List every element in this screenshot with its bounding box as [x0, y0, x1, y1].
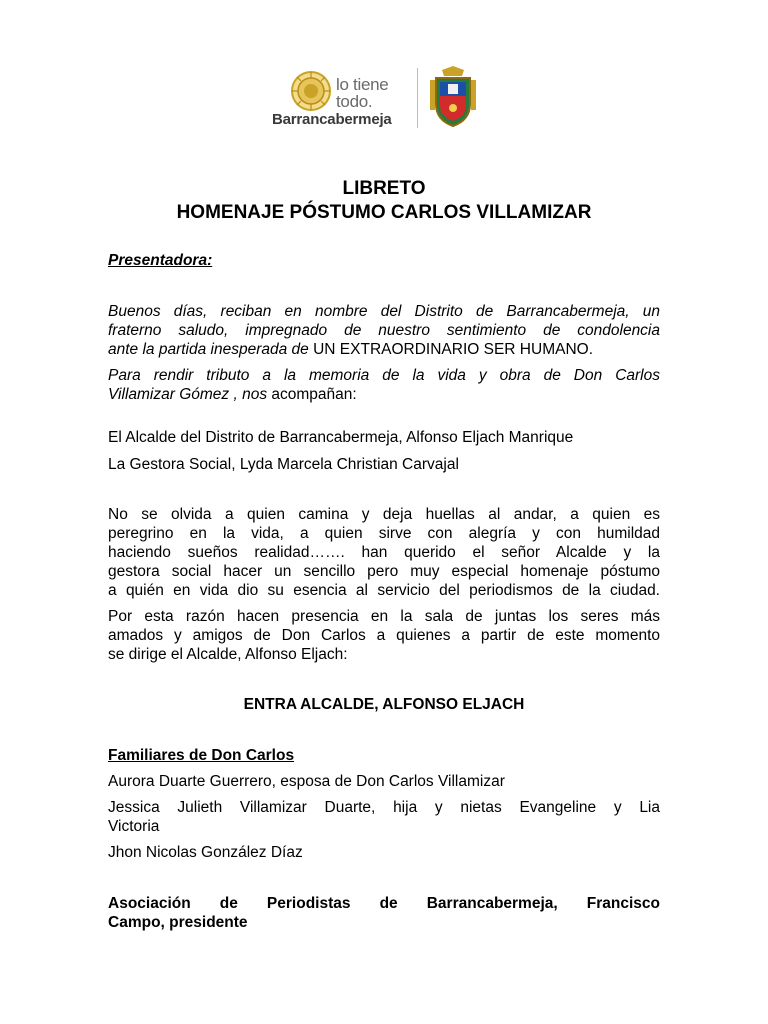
paragraph-line: gestora social hacer un sencillo pero muy especial homenaje póstumo	[108, 563, 660, 580]
family-member: Jhon Nicolas González Díaz	[108, 844, 303, 861]
brand-slogan-line2: todo.	[336, 92, 373, 111]
header-logos	[272, 66, 486, 132]
paragraph-line: Por esta razón hacen presencia en la sala de juntas los seres más	[108, 608, 660, 625]
logo-divider	[417, 68, 418, 128]
guest-alcalde: El Alcalde del Distrito de Barrancabermeja, Alfonso Eljach Manrique	[108, 429, 574, 446]
paragraph-line: a quién en vida dio su esencia al servicio del periodismos de la ciudad.	[108, 582, 660, 599]
presenter-label: Presentadora:	[108, 252, 213, 269]
paragraph-line: se dirige el Alcalde, Alfonso Eljach:	[108, 646, 348, 663]
intro-line: Para rendir tributo a la memoria de la vida y obra de Don Carlos	[108, 367, 660, 384]
association-line: Asociación de Periodistas de Barrancabermeja, Francisco	[108, 895, 660, 912]
intro-text: Villamizar Gómez , nos	[108, 386, 272, 403]
intro-line	[108, 341, 593, 360]
intro-line: Buenos días, reciban en nombre del Distrito de Barrancabermeja, un	[108, 303, 660, 320]
intro-emphasis: UN EXTRAORDINARIO SER HUMANO.	[313, 341, 593, 358]
family-member: Jessica Julieth Villamizar Duarte, hija y nietas Evangeline y Lia	[108, 799, 660, 816]
document-subtitle: HOMENAJE PÓSTUMO CARLOS VILLAMIZAR	[176, 202, 592, 223]
family-member: Victoria	[108, 818, 160, 835]
barrancabermeja-coat-of-arms-icon	[428, 66, 478, 128]
association-line: Campo, presidente	[108, 914, 248, 931]
brand-slogan-line1: lo tiene	[336, 75, 389, 94]
document-title: LIBRETO	[342, 178, 426, 199]
paragraph-line: No se olvida a quien camina y deja huellas al andar, a quien es	[108, 506, 660, 523]
family-member: Aurora Duarte Guerrero, esposa de Don Carlos Villamizar	[108, 773, 505, 790]
stage-direction: ENTRA ALCALDE, ALFONSO ELJACH	[243, 696, 525, 713]
intro-text-normal: acompañan:	[271, 386, 357, 403]
intro-line	[108, 386, 357, 405]
brand-city-name: Barrancabermeja	[272, 111, 392, 128]
paragraph-line: haciendo sueños realidad……. han querido el señor Alcalde y la	[108, 544, 660, 561]
paragraph-line: peregrino en la vida, a quien sirve con alegría y con humildad	[108, 525, 660, 542]
gold-sun-emblem-icon	[290, 70, 332, 112]
guest-gestora: La Gestora Social, Lyda Marcela Christian Carvajal	[108, 456, 459, 473]
intro-text: ante la partida inesperada de	[108, 341, 314, 358]
family-heading: Familiares de Don Carlos	[108, 747, 295, 764]
paragraph-line: amados y amigos de Don Carlos a quienes a partir de este momento	[108, 627, 660, 644]
intro-line: fraterno saludo, impregnado de nuestro sentimiento de condolencia	[108, 322, 660, 339]
